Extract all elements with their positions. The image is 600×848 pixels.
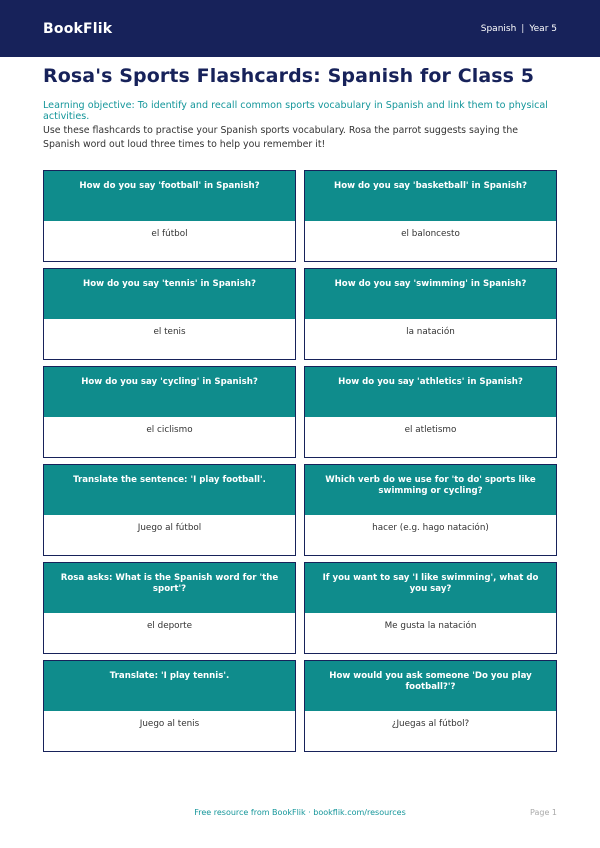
flashcard-answer: Juego al tenis bbox=[139, 719, 200, 729]
flashcard-question: If you want to say 'I like swimming', what do you say? bbox=[305, 563, 556, 613]
flashcard-answer: el atletismo bbox=[404, 425, 457, 435]
brand-logo-text[interactable]: BookFlik bbox=[43, 20, 113, 37]
flashcard-question: How do you say 'football' in Spanish? bbox=[44, 171, 295, 221]
top-bar bbox=[0, 0, 600, 57]
flashcard-answer: ¿Juegas al fútbol? bbox=[391, 719, 470, 729]
flashcard-grid bbox=[43, 170, 557, 752]
flashcard[interactable] bbox=[43, 562, 296, 654]
flashcard-question: Translate: 'I play tennis'. bbox=[44, 661, 295, 711]
flashcard-answer: el baloncesto bbox=[401, 229, 460, 239]
flashcard-answer: Me gusta la natación bbox=[384, 621, 477, 631]
flashcard[interactable] bbox=[304, 660, 557, 752]
flashcard-question: How do you say 'swimming' in Spanish? bbox=[305, 269, 556, 319]
level-label: Year 5 bbox=[529, 23, 557, 34]
flashcard-question: Rosa asks: What is the Spanish word for 'the sport'? bbox=[44, 563, 295, 613]
flashcard[interactable] bbox=[43, 660, 296, 752]
flashcard-question: How do you say 'cycling' in Spanish? bbox=[44, 367, 295, 417]
flashcard[interactable] bbox=[304, 366, 557, 458]
subject-label: Spanish bbox=[480, 23, 517, 34]
flashcard-answer: Juego al fútbol bbox=[137, 523, 202, 533]
flashcard[interactable] bbox=[304, 562, 557, 654]
flashcard-question: Which verb do we use for 'to do' sports like swimming or cycling? bbox=[305, 465, 556, 515]
intro-text: Use these flashcards to practise your Spanish sports vocabulary. Rosa the parrot suggests saying the Spanish word out loud three times to help you remember it! bbox=[43, 125, 519, 150]
flashcard[interactable] bbox=[304, 170, 557, 262]
flashcard-question: How do you say 'tennis' in Spanish? bbox=[44, 269, 295, 319]
flashcard-answer: el ciclismo bbox=[146, 425, 193, 435]
flashcard[interactable] bbox=[43, 170, 296, 262]
page-title: Rosa's Sports Flashcards: Spanish for Class 5 bbox=[43, 65, 535, 87]
footer-link[interactable]: Free resource from BookFlik · bookflik.com/resources bbox=[194, 808, 406, 817]
flashcard[interactable] bbox=[304, 464, 557, 556]
flashcard[interactable] bbox=[43, 366, 296, 458]
learning-objective: Learning objective: To identify and recall common sports vocabulary in Spanish and link them to physical activities. bbox=[43, 100, 548, 122]
flashcard-answer: el fútbol bbox=[151, 229, 188, 239]
meta-separator: | bbox=[521, 23, 525, 34]
flashcard-question: How would you ask someone 'Do you play football?'? bbox=[305, 661, 556, 711]
subject-meta bbox=[481, 24, 557, 34]
flashcard[interactable] bbox=[43, 268, 296, 360]
flashcard[interactable] bbox=[43, 464, 296, 556]
flashcard-question: How do you say 'basketball' in Spanish? bbox=[305, 171, 556, 221]
flashcard-answer: el deporte bbox=[146, 621, 193, 631]
flashcard[interactable] bbox=[304, 268, 557, 360]
page-number: Page 1 bbox=[530, 808, 557, 817]
flashcard-answer: la natación bbox=[406, 327, 455, 337]
flashcard-question: How do you say 'athletics' in Spanish? bbox=[305, 367, 556, 417]
flashcard-answer: el tenis bbox=[153, 327, 186, 337]
flashcard-answer: hacer (e.g. hago natación) bbox=[372, 523, 489, 533]
flashcard-question: Translate the sentence: 'I play football'. bbox=[44, 465, 295, 515]
